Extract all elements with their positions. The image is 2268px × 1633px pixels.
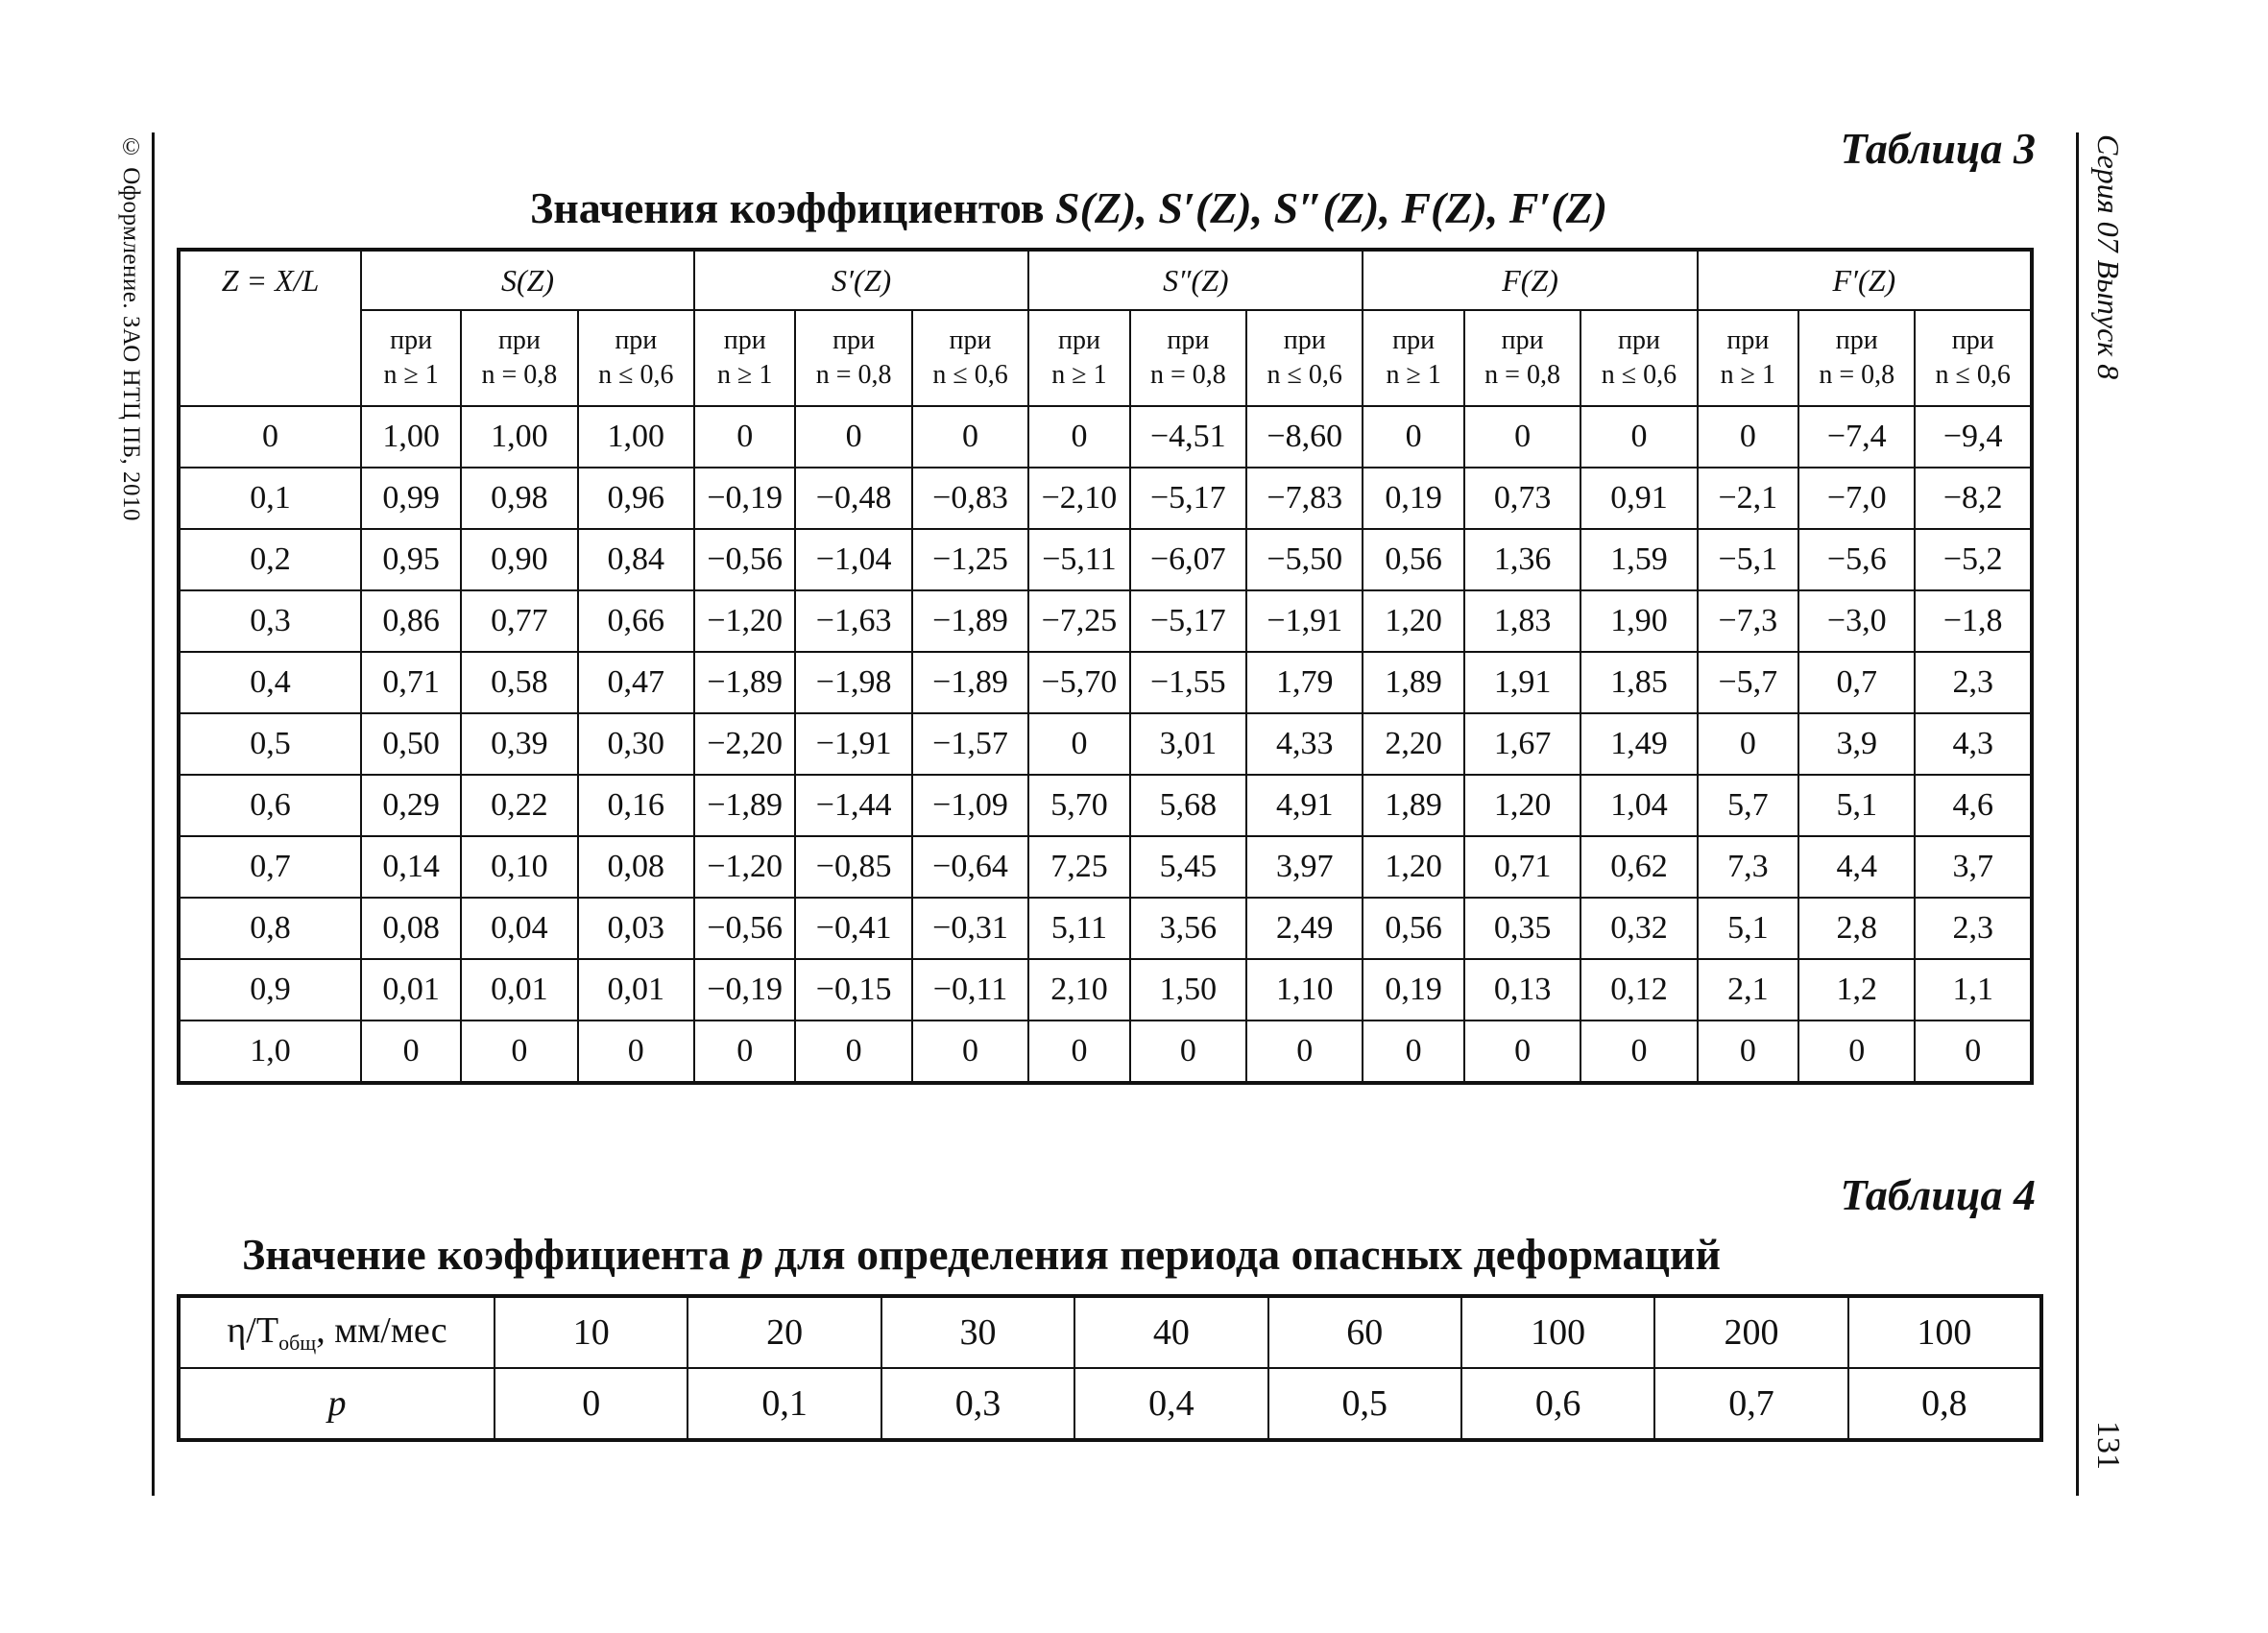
value-cell: −0,64 (912, 836, 1028, 898)
value-cell: −1,98 (795, 652, 911, 713)
table-row (179, 898, 2032, 959)
subheader-condition: n ≤ 0,6 (598, 360, 674, 390)
table-4-title (242, 1229, 1721, 1280)
value-cell: 2,10 (1028, 959, 1129, 1021)
value-cell: −0,19 (694, 959, 795, 1021)
value-cell: 1,10 (1246, 959, 1363, 1021)
value-cell: −0,11 (912, 959, 1028, 1021)
value-cell: 1,20 (1464, 775, 1580, 836)
p-value-cell: 0 (495, 1368, 688, 1440)
subheader-pri: при (1726, 325, 1770, 355)
subheader-pri: при (832, 325, 876, 355)
value-cell: 1,89 (1363, 775, 1463, 836)
value-cell: 0 (1580, 1021, 1697, 1083)
value-cell: −1,09 (912, 775, 1028, 836)
table-3-title-formula: S(Z), S′(Z), S″(Z), F(Z), F′(Z) (1055, 183, 1608, 232)
value-cell: −5,2 (1915, 529, 2032, 590)
value-cell: −1,91 (1246, 590, 1363, 652)
value-cell: 0,19 (1363, 468, 1463, 529)
value-cell: 4,4 (1798, 836, 1915, 898)
rate-value-cell: 10 (495, 1296, 688, 1368)
value-cell: 2,3 (1915, 652, 2032, 713)
value-cell: 0 (1915, 1021, 2032, 1083)
value-cell: −7,3 (1698, 590, 1798, 652)
value-cell: −1,55 (1130, 652, 1246, 713)
subheader-cell (1580, 310, 1697, 406)
p-value-cell: 0,8 (1848, 1368, 2041, 1440)
subheader-condition: n ≤ 0,6 (932, 360, 1008, 390)
value-cell: −7,4 (1798, 406, 1915, 468)
value-cell: 0,16 (578, 775, 694, 836)
rate-value-cell: 100 (1848, 1296, 2041, 1368)
value-cell: 0,73 (1464, 468, 1580, 529)
z-value-cell: 0,6 (179, 775, 361, 836)
subheader-condition: n ≤ 0,6 (1601, 360, 1677, 390)
subheader-cell (1698, 310, 1798, 406)
value-cell: 0 (361, 1021, 461, 1083)
subheader-pri: при (390, 325, 433, 355)
value-cell: 0,56 (1363, 898, 1463, 959)
value-cell: 0 (1464, 1021, 1580, 1083)
value-cell: 2,1 (1698, 959, 1798, 1021)
z-value-cell: 1,0 (179, 1021, 361, 1083)
value-cell: 0,04 (461, 898, 577, 959)
value-cell: 0,71 (361, 652, 461, 713)
rate-value-cell: 20 (688, 1296, 881, 1368)
value-cell: −1,04 (795, 529, 911, 590)
rate-value-cell: 100 (1461, 1296, 1654, 1368)
value-cell: 5,1 (1698, 898, 1798, 959)
value-cell: 0,47 (578, 652, 694, 713)
value-cell: 0,91 (1580, 468, 1697, 529)
value-cell: −2,1 (1698, 468, 1798, 529)
value-cell: 3,01 (1130, 713, 1246, 775)
subheader-condition: n ≥ 1 (1720, 360, 1776, 390)
subheader-cell (912, 310, 1028, 406)
value-cell: 1,36 (1464, 529, 1580, 590)
value-cell: 1,67 (1464, 713, 1580, 775)
value-cell: 7,3 (1698, 836, 1798, 898)
table-row (179, 406, 2032, 468)
subheader-pri: при (723, 325, 766, 355)
subheader-cell (1915, 310, 2032, 406)
table-4-label: Таблица 4 (1840, 1170, 2036, 1219)
value-cell: 0,39 (461, 713, 577, 775)
value-cell: 0,01 (461, 959, 577, 1021)
value-cell: 5,7 (1698, 775, 1798, 836)
value-cell: 0,99 (361, 468, 461, 529)
table-row (179, 775, 2032, 836)
z-value-cell: 0,4 (179, 652, 361, 713)
value-cell: 1,50 (1130, 959, 1246, 1021)
value-cell: −0,83 (912, 468, 1028, 529)
value-cell: 0 (694, 406, 795, 468)
value-cell: 0 (1246, 1021, 1363, 1083)
value-cell: −7,0 (1798, 468, 1915, 529)
subheader-condition: n = 0,8 (815, 360, 892, 390)
value-cell: 1,04 (1580, 775, 1697, 836)
subheader-cell (694, 310, 795, 406)
z-value-cell: 0,9 (179, 959, 361, 1021)
value-cell: 0,03 (578, 898, 694, 959)
value-cell: 1,20 (1363, 836, 1463, 898)
value-cell: 1,1 (1915, 959, 2032, 1021)
subheader-pri: при (1951, 325, 1994, 355)
subheader-cell (1028, 310, 1129, 406)
value-cell: 0,56 (1363, 529, 1463, 590)
table-row (179, 1296, 2041, 1368)
value-cell: 1,00 (361, 406, 461, 468)
value-cell: 5,68 (1130, 775, 1246, 836)
z-value-cell: 0,3 (179, 590, 361, 652)
value-cell: 0 (1130, 1021, 1246, 1083)
subheader-condition: n = 0,8 (1484, 360, 1560, 390)
subheader-condition: n ≤ 0,6 (1935, 360, 2011, 390)
value-cell: 0,19 (1363, 959, 1463, 1021)
value-cell: 0,71 (1464, 836, 1580, 898)
table-row (179, 959, 2032, 1021)
subheader-cell (1363, 310, 1463, 406)
value-cell: 0 (1363, 1021, 1463, 1083)
subheader-pri: при (497, 325, 541, 355)
value-cell: −5,6 (1798, 529, 1915, 590)
value-cell: 1,79 (1246, 652, 1363, 713)
z-header: Z = X/L (179, 250, 361, 406)
page-number: 131 (2090, 1421, 2126, 1470)
subheader-condition: n ≤ 0,6 (1267, 360, 1342, 390)
value-cell: −0,48 (795, 468, 911, 529)
value-cell: 0 (578, 1021, 694, 1083)
value-cell: −9,4 (1915, 406, 2032, 468)
value-cell: −1,20 (694, 590, 795, 652)
group-header: S″(Z) (1028, 250, 1363, 310)
value-cell: 1,49 (1580, 713, 1697, 775)
value-cell: −1,44 (795, 775, 911, 836)
value-cell: −1,63 (795, 590, 911, 652)
group-header: S′(Z) (694, 250, 1028, 310)
value-cell: −5,70 (1028, 652, 1129, 713)
value-cell: 4,91 (1246, 775, 1363, 836)
p-value-cell: 0,6 (1461, 1368, 1654, 1440)
value-cell: 0,13 (1464, 959, 1580, 1021)
value-cell: 0,08 (578, 836, 694, 898)
value-cell: 0,29 (361, 775, 461, 836)
value-cell: 0,96 (578, 468, 694, 529)
value-cell: 2,8 (1798, 898, 1915, 959)
z-value-cell: 0 (179, 406, 361, 468)
group-header: F(Z) (1363, 250, 1697, 310)
rate-value-cell: 60 (1268, 1296, 1461, 1368)
rate-label-subscript: общ (278, 1331, 317, 1355)
value-cell: −7,25 (1028, 590, 1129, 652)
value-cell: 2,3 (1915, 898, 2032, 959)
table-row (179, 468, 2032, 529)
p-value-cell: 0,7 (1654, 1368, 1847, 1440)
value-cell: −1,57 (912, 713, 1028, 775)
rate-label-main: η/T (227, 1310, 279, 1351)
rate-value-cell: 200 (1654, 1296, 1847, 1368)
value-cell: −5,17 (1130, 468, 1246, 529)
value-cell: 7,25 (1028, 836, 1129, 898)
value-cell: −5,17 (1130, 590, 1246, 652)
value-cell: 2,49 (1246, 898, 1363, 959)
value-cell: −2,20 (694, 713, 795, 775)
value-cell: 5,45 (1130, 836, 1246, 898)
value-cell: 3,97 (1246, 836, 1363, 898)
value-cell: 1,20 (1363, 590, 1463, 652)
subheader-condition: n ≥ 1 (1051, 360, 1107, 390)
value-cell: −4,51 (1130, 406, 1246, 468)
value-cell: 0,35 (1464, 898, 1580, 959)
value-cell: 0 (1028, 1021, 1129, 1083)
value-cell: −1,89 (912, 652, 1028, 713)
value-cell: −2,10 (1028, 468, 1129, 529)
value-cell: −1,89 (694, 775, 795, 836)
value-cell: 0 (1028, 406, 1129, 468)
rate-value-cell: 40 (1074, 1296, 1267, 1368)
value-cell: −5,50 (1246, 529, 1363, 590)
subheader-pri: при (1501, 325, 1544, 355)
value-cell: −1,89 (694, 652, 795, 713)
value-cell: −0,56 (694, 898, 795, 959)
subheader-cell (795, 310, 911, 406)
value-cell: 0 (1580, 406, 1697, 468)
value-cell: 0,50 (361, 713, 461, 775)
subheader-pri: при (1392, 325, 1436, 355)
value-cell: 0 (1698, 1021, 1798, 1083)
value-cell: 0 (912, 406, 1028, 468)
table-row (179, 590, 2032, 652)
value-cell: 0,58 (461, 652, 577, 713)
value-cell: 3,9 (1798, 713, 1915, 775)
value-cell: 0,12 (1580, 959, 1697, 1021)
subheader-cell (461, 310, 577, 406)
value-cell: −7,83 (1246, 468, 1363, 529)
value-cell: −1,25 (912, 529, 1028, 590)
value-cell: 0,62 (1580, 836, 1697, 898)
right-margin-rule (2076, 132, 2079, 1496)
value-cell: −8,60 (1246, 406, 1363, 468)
value-cell: 0,95 (361, 529, 461, 590)
subheader-condition: n = 0,8 (1819, 360, 1895, 390)
value-cell: 0 (1698, 406, 1798, 468)
table-4-title-var: p (741, 1230, 764, 1279)
z-value-cell: 0,5 (179, 713, 361, 775)
value-cell: 4,6 (1915, 775, 2032, 836)
value-cell: 0,01 (361, 959, 461, 1021)
value-cell: 0 (1464, 406, 1580, 468)
table-3-label: Таблица 3 (1840, 124, 2036, 173)
value-cell: 0 (795, 1021, 911, 1083)
subheader-pri: при (1057, 325, 1100, 355)
value-cell: −6,07 (1130, 529, 1246, 590)
value-cell: −5,1 (1698, 529, 1798, 590)
value-cell: 5,11 (1028, 898, 1129, 959)
value-cell: 1,59 (1580, 529, 1697, 590)
value-cell: 1,91 (1464, 652, 1580, 713)
subheader-cell (361, 310, 461, 406)
value-cell: 0 (1798, 1021, 1915, 1083)
subheader-pri: при (1167, 325, 1210, 355)
value-cell: 3,56 (1130, 898, 1246, 959)
value-cell: −0,56 (694, 529, 795, 590)
value-cell: −0,19 (694, 468, 795, 529)
z-value-cell: 0,7 (179, 836, 361, 898)
subheader-condition: n ≥ 1 (1386, 360, 1441, 390)
value-cell: 4,3 (1915, 713, 2032, 775)
z-value-cell: 0,8 (179, 898, 361, 959)
value-cell: 5,1 (1798, 775, 1915, 836)
value-cell: −5,11 (1028, 529, 1129, 590)
value-cell: 0,98 (461, 468, 577, 529)
value-cell: 1,2 (1798, 959, 1915, 1021)
subheader-condition: n ≥ 1 (717, 360, 773, 390)
value-cell: −5,7 (1698, 652, 1798, 713)
value-cell: −0,85 (795, 836, 911, 898)
value-cell: 0,01 (578, 959, 694, 1021)
value-cell: 0 (1028, 713, 1129, 775)
group-header: F′(Z) (1698, 250, 2032, 310)
value-cell: 0,10 (461, 836, 577, 898)
value-cell: −3,0 (1798, 590, 1915, 652)
subheader-pri: при (1283, 325, 1326, 355)
p-value-cell: 0,1 (688, 1368, 881, 1440)
value-cell: 0,90 (461, 529, 577, 590)
value-cell: 3,7 (1915, 836, 2032, 898)
rate-label-unit: , мм/мес (316, 1310, 447, 1351)
value-cell: 1,85 (1580, 652, 1697, 713)
row-label-p: p (179, 1368, 495, 1440)
p-value-cell: 0,3 (881, 1368, 1074, 1440)
value-cell: 1,90 (1580, 590, 1697, 652)
left-margin-rule (152, 132, 155, 1496)
p-coefficient-table (177, 1294, 2043, 1442)
p-value-cell: 0,5 (1268, 1368, 1461, 1440)
value-cell: 0 (912, 1021, 1028, 1083)
table-row (179, 1368, 2041, 1440)
value-cell: 0,22 (461, 775, 577, 836)
series-issue: Серия 07 Выпуск 8 (2091, 134, 2126, 380)
table-3-title-text: Значения коэффициентов (530, 183, 1045, 232)
row-label-rate (179, 1296, 495, 1368)
value-cell: −1,8 (1915, 590, 2032, 652)
table-row (179, 713, 2032, 775)
value-cell: 4,33 (1246, 713, 1363, 775)
coefficients-table (177, 248, 2034, 1085)
value-cell: 0,32 (1580, 898, 1697, 959)
value-cell: −1,20 (694, 836, 795, 898)
subheader-cell (578, 310, 694, 406)
value-cell: 0,66 (578, 590, 694, 652)
subheader-pri: при (615, 325, 658, 355)
table-row (179, 1021, 2032, 1083)
value-cell: 2,20 (1363, 713, 1463, 775)
value-cell: 1,00 (578, 406, 694, 468)
value-cell: 0 (1698, 713, 1798, 775)
subheader-condition: n = 0,8 (481, 360, 558, 390)
value-cell: 1,00 (461, 406, 577, 468)
value-cell: −1,89 (912, 590, 1028, 652)
subheader-cell (1130, 310, 1246, 406)
value-cell: −0,31 (912, 898, 1028, 959)
p-value-cell: 0,4 (1074, 1368, 1267, 1440)
subheader-pri: при (1835, 325, 1878, 355)
value-cell: −0,41 (795, 898, 911, 959)
z-value-cell: 0,2 (179, 529, 361, 590)
value-cell: 0,08 (361, 898, 461, 959)
table-row (179, 836, 2032, 898)
value-cell: 5,70 (1028, 775, 1129, 836)
value-cell: −0,15 (795, 959, 911, 1021)
table-3-title (530, 182, 1607, 233)
value-cell: 0 (694, 1021, 795, 1083)
value-cell: −1,91 (795, 713, 911, 775)
subheader-pri: при (949, 325, 992, 355)
table-4-title-prefix: Значение коэффициента (242, 1230, 731, 1279)
copyright-note: © Оформление. ЗАО НТЦ ПБ, 2010 (118, 134, 144, 522)
value-cell: 0 (461, 1021, 577, 1083)
value-cell: 0,86 (361, 590, 461, 652)
value-cell: 0,84 (578, 529, 694, 590)
rate-value-cell: 30 (881, 1296, 1074, 1368)
value-cell: 0,14 (361, 836, 461, 898)
value-cell: 0,7 (1798, 652, 1915, 713)
group-header: S(Z) (361, 250, 694, 310)
subheader-condition: n = 0,8 (1149, 360, 1226, 390)
value-cell: 0 (1363, 406, 1463, 468)
value-cell: 0 (795, 406, 911, 468)
subheader-cell (1464, 310, 1580, 406)
subheader-condition: n ≥ 1 (383, 360, 439, 390)
value-cell: 0,77 (461, 590, 577, 652)
z-value-cell: 0,1 (179, 468, 361, 529)
subheader-pri: при (1617, 325, 1660, 355)
subheader-cell (1798, 310, 1915, 406)
subheader-cell (1246, 310, 1363, 406)
table-row (179, 652, 2032, 713)
table-4-title-suffix: для определения периода опасных деформаций (774, 1230, 1721, 1279)
table-row (179, 529, 2032, 590)
value-cell: 0,30 (578, 713, 694, 775)
value-cell: −8,2 (1915, 468, 2032, 529)
value-cell: 1,83 (1464, 590, 1580, 652)
value-cell: 1,89 (1363, 652, 1463, 713)
